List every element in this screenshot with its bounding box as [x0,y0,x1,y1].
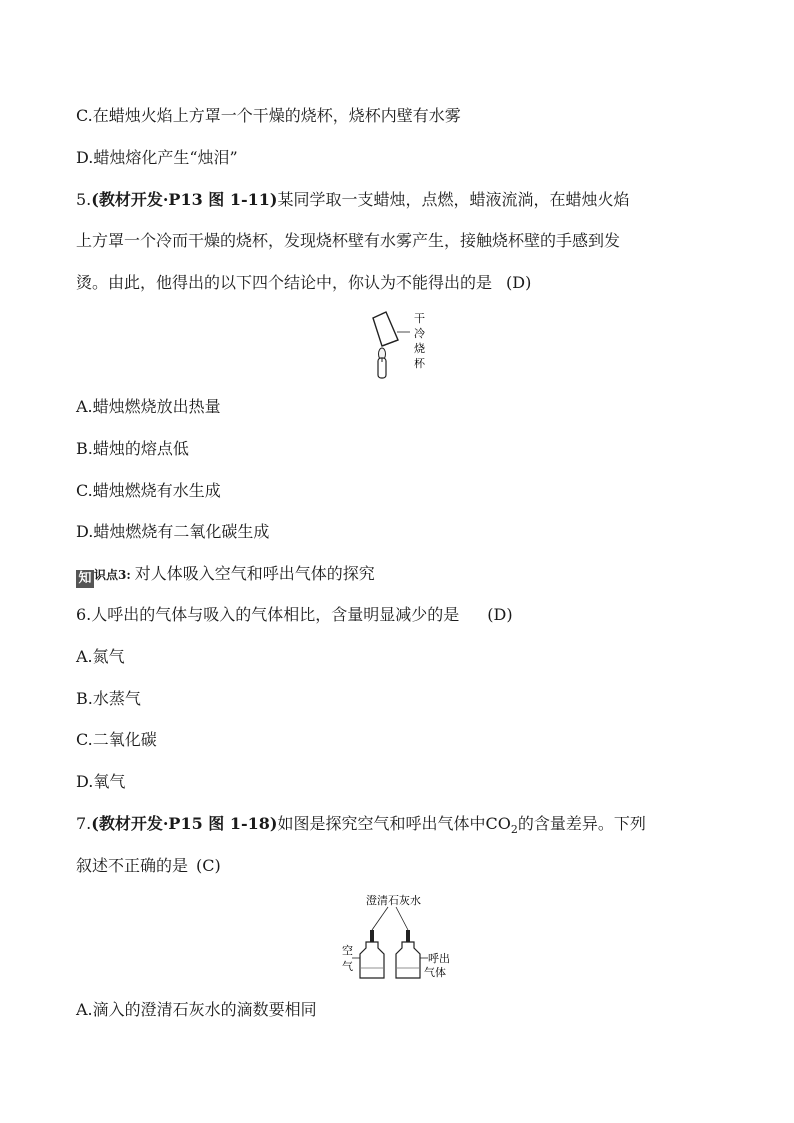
question-text: 烫。由此，他得出的以下四个结论中，你认为不能得出的是 [76,273,493,292]
question-6-stem [76,605,513,625]
question-5-line-1 [76,190,629,210]
figure-label-char: 冷 [414,327,425,340]
q6-option-d: D.氧气 [76,772,126,791]
question-5-line-3 [76,273,531,293]
figure-label: 呼出 [428,952,450,965]
answer: (D) [506,273,532,292]
figure-label-char: 烧 [414,342,425,355]
q5-option-a: A.蜡烛燃烧放出热量 [76,397,221,416]
option-d-previous: D.蜡烛熔化产生“烛泪” [76,148,238,167]
question-7-line-1 [76,814,646,840]
q5-option-d: D.蜡烛燃烧有二氧化碳生成 [76,522,270,541]
bottle-shape [396,942,420,978]
subscript: 2 [510,823,518,837]
textbook-tag: (教材开发·P15 图 1-18) [91,814,278,833]
question-number: 7. [76,814,92,833]
question-text: 如图是探究空气和呼出气体中CO [277,814,511,833]
question-7-line-2 [76,856,221,876]
textbook-tag: (教材开发·P13 图 1-11) [91,190,278,209]
dropper-shape [370,930,374,942]
candle-beaker-figure [360,310,440,380]
bottle-shape [360,942,384,978]
figure-label: 澄清石灰水 [366,894,421,907]
figure-label-char: 干 [414,312,425,325]
question-text: 的含量差异。下列 [517,814,646,833]
question-text: 叙述不正确的是 [76,856,189,875]
figure-label-char: 杯 [414,357,425,370]
dropper-shape [406,930,410,942]
q6-option-a: A.氮气 [76,647,125,666]
option-c-previous: C.在蜡烛火焰上方罩一个干燥的烧杯，烧杯内壁有水雾 [76,106,461,125]
answer: (D) [487,605,513,624]
q6-option-b: B.水蒸气 [76,689,141,708]
knowledge-point-number: 识点3: [94,568,131,582]
question-number: 5. [76,190,92,209]
knowledge-point-heading [76,564,375,588]
question-text: 6.人呼出的气体与吸入的气体相比，含量明显减少的是 [76,605,460,624]
q7-option-a: A.滴入的澄清石灰水的滴数要相同 [76,1000,317,1019]
q5-option-c: C.蜡烛燃烧有水生成 [76,481,221,500]
question-5-line-2: 上方罩一个冷而干燥的烧杯，发现烧杯壁有水雾产生，接触烧杯壁的手感到发 [76,231,621,250]
question-text: 某同学取一支蜡烛，点燃，蜡液流淌，在蜡烛火焰 [277,190,630,209]
q6-option-c: C.二氧化碳 [76,730,157,749]
knowledge-point-title: 对人体吸入空气和呼出气体的探究 [134,564,375,583]
knowledge-point-icon: 知 [76,570,94,588]
answer: (C) [196,856,221,875]
q5-option-b: B.蜡烛的熔点低 [76,439,189,458]
figure-label: 气 [342,960,353,973]
figure-label: 气体 [424,966,446,979]
limewater-bottles-figure [332,890,462,982]
figure-label: 空 [342,944,353,957]
